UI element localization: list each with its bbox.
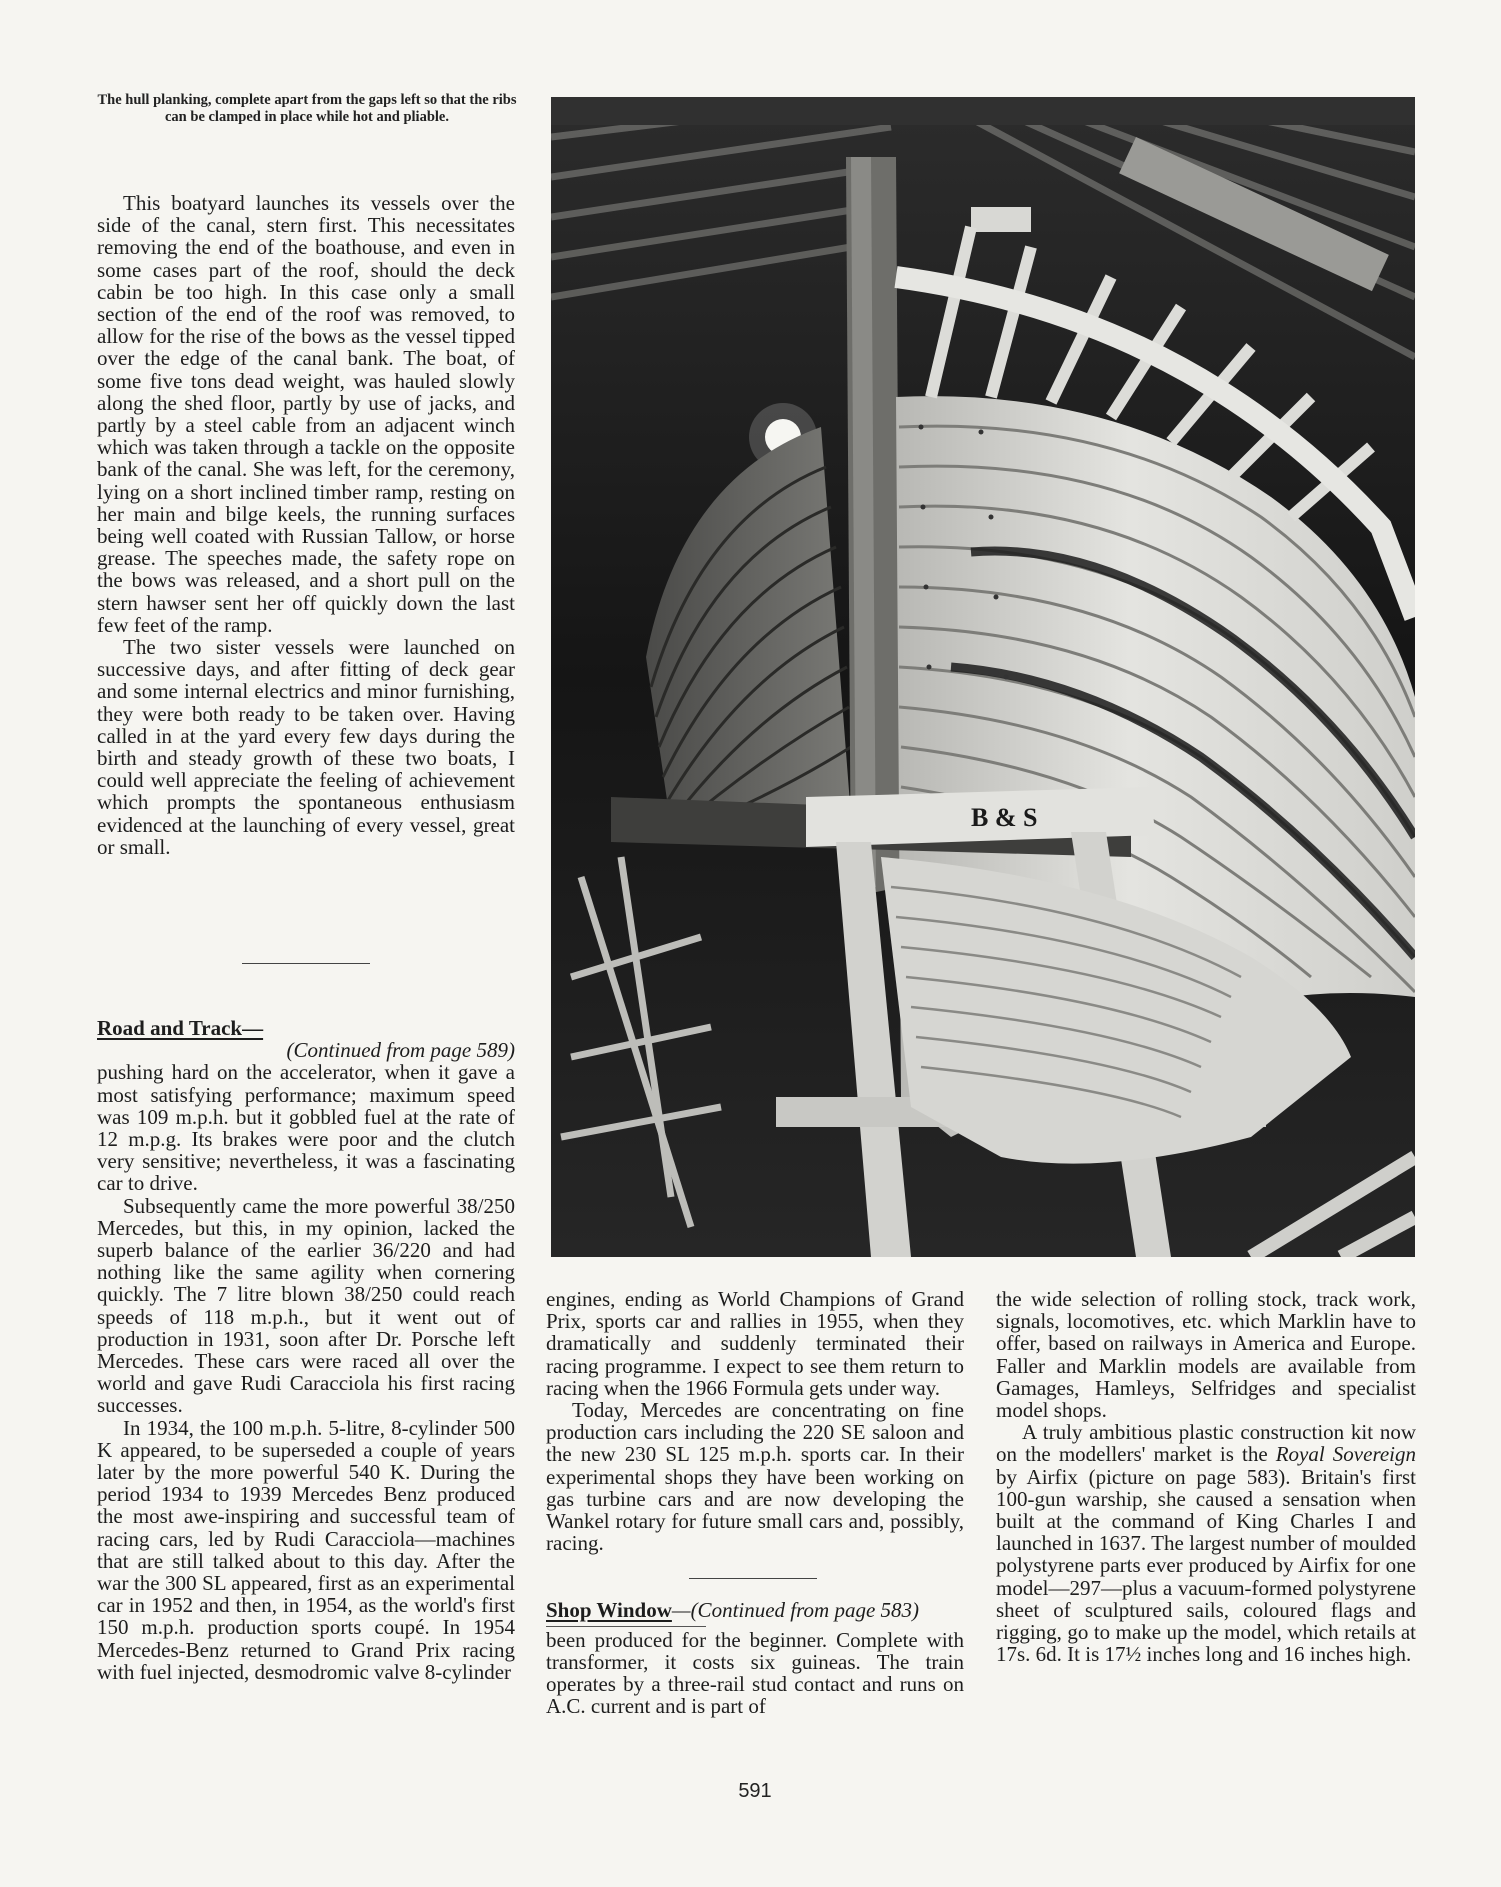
section-divider xyxy=(242,963,370,964)
road-and-track-heading: Road and Track— xyxy=(97,1016,264,1040)
shop-window-paragraph-2: the wide selection of rolling stock, track work, signals, locomotives, etc. which Marklin have to offer, based on railways in America and Europe. Faller and Marklin models are available from Gamages, Hamleys, Selfridges and specialist model shops. xyxy=(996,1287,1416,1423)
road-and-track-article xyxy=(97,1017,515,1683)
road-and-track-paragraph-4: engines, ending as World Champions of Grand Prix, sports car and rallies in 1955, when they dramatically and suddenly terminated their racing programme. I expect to see them return to racing when the 1966 Formula gets under way. xyxy=(546,1287,964,1400)
ship-name: Royal Sovereign xyxy=(1275,1442,1416,1467)
middle-column xyxy=(546,1288,964,1717)
shop-window-p3-post: by Airfix (picture on page 583). Britain's first 100-gun warship, she caused a sensation when built at the command of King Charles I and launched in 1637. The largest number of moulded polystyrene parts ever produced by Airfix for one model—297—plus a vacuum-formed polystyrene sheet of sculptured sails, coloured flags and rigging, go to make up the model, which retails at 17s. 6d. It is 17½ inches long and 16 inches high. xyxy=(996,1464,1416,1667)
road-and-track-paragraph-3: In 1934, the 100 m.p.h. 5-litre, 8-cylinder 500 K appeared, to be superseded a couple of years later by the more powerful 540 K. During the period 1934 to 1939 Mercedes Benz produced the most awe-inspiring and successful team of racing cars, led by Rudi Caracciola—machines that are still talked about to this day. After the war the 300 SL appeared, first as an experimental car in 1952 and then, in 1954, as the world's first 150 m.p.h. production sports coupé. In 1954 Mercedes-Benz returned to Grand Prix racing with fuel injected, desmodromic valve 8-cylinder xyxy=(97,1415,515,1684)
shop-window-paragraph-1: been produced for the beginner. Complete with transformer, it costs six guineas. The train operates by a three-rail stud contact and runs on A.C. current and is part of xyxy=(546,1627,964,1719)
road-and-track-paragraph-1: pushing hard on the accelerator, when it gave a most satisfying performance; maximum speed was 109 m.p.h. but it gobbled fuel at the rate of 12 m.p.g. Its brakes were poor and the clutch very sensitive; nevertheless, it was a fascinating car to drive. xyxy=(97,1060,515,1196)
boatyard-article xyxy=(97,192,515,858)
road-and-track-continued: (Continued from page 589) xyxy=(286,1038,515,1063)
shop-window-continued: —(Continued from page 583) xyxy=(671,1598,920,1623)
page-number: 591 xyxy=(738,1780,772,1802)
shop-window-heading: Shop Window xyxy=(546,1598,672,1623)
boatyard-paragraph-2: The two sister vessels were launched on successive days, and after fitting of deck gear and some internal electrics and minor furnishing, they were both ready to be taken over. Having called in at the yard every few days during the birth and steady growth of these two boats, I could well appreciate the feeling of achievement which prompts the spontaneous enthusiasm evidenced at the launching of every vessel, great or small. xyxy=(97,635,515,859)
boatyard-paragraph-1: This boatyard launches its vessels over the side of the canal, stern first. This necessitates removing the end of the boathouse, and even in some cases part of the roof, should the deck cabin be too high. In this case only a small section of the end of the roof was removed, to allow for the rise of the bows as the vessel tipped over the edge of the canal bank. The boat, of some five tons dead weight, was hauled slowly along the shed floor, partly by use of jacks, and partly by a steel cable from an adjacent winch which was taken through a tackle on the opposite bank of the canal. She was left, for the ceremony, lying on a short inclined timber ramp, resting on her main and bilge keels, the running surfaces being well coated with Russian Tallow, or horse grease. The speeches made, the safety rope on the bows was released, and a short pull on the stern hawser sent her off quickly down the last few feet of the ramp. xyxy=(97,191,515,637)
boat-hull-photo xyxy=(551,97,1415,1257)
photo-caption: The hull planking, complete apart from the gaps left so that the ribs can be clamped in place while hot and pliable. xyxy=(97,92,517,125)
shop-window-paragraph-3 xyxy=(996,1421,1416,1665)
section-divider-2 xyxy=(689,1578,817,1579)
road-and-track-paragraph-2: Subsequently came the more powerful 38/250 Mercedes, but this, in my opinion, lacked the superb balance of the earlier 36/220 and had nothing like the same agility when cornering quickly. The 7 litre blown 38/250 could reach speeds of 118 m.p.h., but it went out of production in 1931, soon after Dr. Porsche left Mercedes. These cars were raced all over the world and gave Rudi Caracciola his first racing successes. xyxy=(97,1193,515,1418)
shop-window-heading-line xyxy=(546,1599,964,1621)
shop-window-p3-pre: A truly ambitious plastic construction kit now on the modellers' market is the xyxy=(996,1420,1416,1467)
stand-label: B & S xyxy=(971,803,1038,832)
road-and-track-paragraph-5: Today, Mercedes are concentrating on fine production cars including the 220 SE saloon and the new 230 SL 125 m.p.h. sports car. In their experimental shops they have been working on gas turbine cars and are now developing the Wankel rotary for future small cars and, possibly, racing. xyxy=(546,1398,964,1556)
right-column xyxy=(996,1288,1416,1665)
boat-hull-illustration xyxy=(551,97,1415,1257)
